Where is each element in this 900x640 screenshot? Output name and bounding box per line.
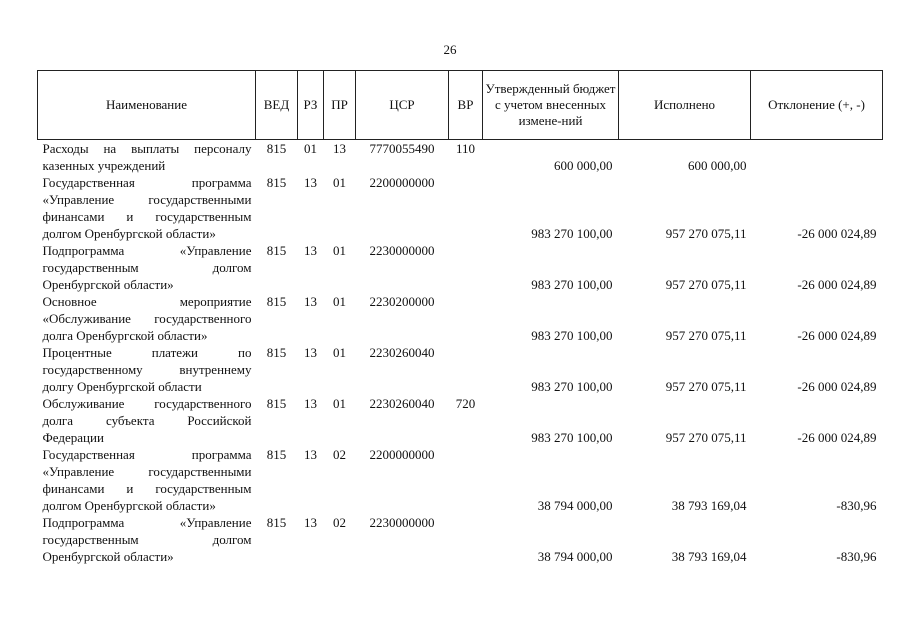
table-row: [38, 174, 883, 242]
row-name: Расходы на выплаты персоналу казенных учреждений: [42, 141, 252, 173]
row-ved: 815: [266, 447, 287, 462]
header-rz: РЗ: [298, 71, 324, 140]
row-deviation: -26 000 024,89: [797, 430, 877, 445]
header-vr: ВР: [449, 71, 483, 140]
row-pr: 01: [333, 396, 346, 411]
row-name: Основное мероприятие «Обслуживание государственного долга Оренбургской области»: [42, 294, 252, 343]
header-ved: ВЕД: [256, 71, 298, 140]
row-name: Государственная программа «Управление государственными финансами и государственным долгом Оренбургской области»: [42, 447, 252, 513]
row-vr: [449, 242, 483, 293]
row-executed: 957 270 075,11: [665, 277, 747, 292]
row-pr: 02: [333, 515, 346, 530]
row-approved: 983 270 100,00: [531, 430, 613, 445]
row-deviation: -830,96: [836, 549, 877, 564]
row-csr: 7770055490: [369, 141, 435, 156]
row-executed: 38 793 169,04: [671, 498, 747, 513]
row-pr: 01: [333, 294, 346, 309]
header-executed: Исполнено: [619, 71, 751, 140]
row-csr: 2230000000: [369, 243, 435, 258]
row-name: Подпрограмма «Управление государственным долгом Оренбургской области»: [42, 515, 252, 564]
row-vr: [449, 514, 483, 565]
row-approved: 983 270 100,00: [531, 277, 613, 292]
row-approved: 983 270 100,00: [531, 226, 613, 241]
header-csr: ЦСР: [356, 71, 449, 140]
table-row: [38, 514, 883, 565]
row-ved: 815: [266, 294, 287, 309]
row-pr: 02: [333, 447, 346, 462]
row-name: Подпрограмма «Управление государственным долгом Оренбургской области»: [42, 243, 252, 292]
row-deviation: -26 000 024,89: [797, 328, 877, 343]
row-rz: 13: [304, 294, 317, 309]
budget-table: [37, 70, 883, 565]
row-rz: 13: [304, 396, 317, 411]
page-number: 26: [443, 42, 457, 57]
header-pr: ПР: [324, 71, 356, 140]
row-pr: 01: [333, 175, 346, 190]
row-ved: 815: [266, 141, 287, 156]
row-approved: 983 270 100,00: [531, 379, 613, 394]
row-approved: 983 270 100,00: [531, 328, 613, 343]
row-csr: 2200000000: [369, 447, 435, 462]
row-executed: 957 270 075,11: [665, 430, 747, 445]
table-row: [38, 242, 883, 293]
row-approved: 38 794 000,00: [537, 549, 613, 564]
row-pr: 01: [333, 243, 346, 258]
row-approved: 600 000,00: [554, 158, 613, 173]
row-pr: 01: [333, 345, 346, 360]
row-deviation: -26 000 024,89: [797, 277, 877, 292]
row-deviation: -26 000 024,89: [797, 226, 877, 241]
row-name: Государственная программа «Управление государственными финансами и государственным долгом Оренбургской области»: [42, 175, 252, 241]
row-rz: 13: [304, 447, 317, 462]
row-rz: 13: [304, 175, 317, 190]
row-ved: 815: [266, 345, 287, 360]
row-executed: 38 793 169,04: [671, 549, 747, 564]
header-approved: Утвержденный бюджет с учетом внесенных измене-ний: [483, 71, 619, 140]
row-name: Обслуживание государственного долга субъекта Российской Федерации: [42, 396, 252, 445]
row-approved: 38 794 000,00: [537, 498, 613, 513]
row-name: Процентные платежи по государственному внутреннему долгу Оренбургской области: [42, 345, 252, 394]
row-ved: 815: [266, 175, 287, 190]
row-ved: 815: [266, 396, 287, 411]
row-rz: 13: [304, 243, 317, 258]
table-header-row: [38, 71, 883, 140]
row-csr: 2230200000: [369, 294, 435, 309]
header-name: Наименование: [38, 71, 256, 140]
table-row: [38, 344, 883, 395]
row-rz: 01: [304, 141, 317, 156]
row-deviation: -26 000 024,89: [797, 379, 877, 394]
header-deviation: Отклонение (+, -): [751, 71, 883, 140]
row-pr: 13: [333, 141, 346, 156]
row-csr: 2200000000: [369, 175, 435, 190]
table-row: [38, 395, 883, 446]
row-ved: 815: [266, 515, 287, 530]
row-executed: 600 000,00: [688, 158, 747, 173]
row-deviation: [751, 140, 883, 175]
row-executed: 957 270 075,11: [665, 328, 747, 343]
row-rz: 13: [304, 345, 317, 360]
table-row: [38, 446, 883, 514]
row-vr: [449, 344, 483, 395]
table-row: [38, 293, 883, 344]
row-csr: 2230000000: [369, 515, 435, 530]
row-ved: 815: [266, 243, 287, 258]
table-row: [38, 140, 883, 175]
row-rz: 13: [304, 515, 317, 530]
row-executed: 957 270 075,11: [665, 379, 747, 394]
row-deviation: -830,96: [836, 498, 877, 513]
row-csr: 2230260040: [369, 396, 435, 411]
row-vr: 720: [455, 396, 476, 411]
row-vr: [449, 293, 483, 344]
row-vr: [449, 446, 483, 514]
row-vr: [449, 174, 483, 242]
row-csr: 2230260040: [369, 345, 435, 360]
row-executed: 957 270 075,11: [665, 226, 747, 241]
row-vr: 110: [455, 141, 476, 156]
